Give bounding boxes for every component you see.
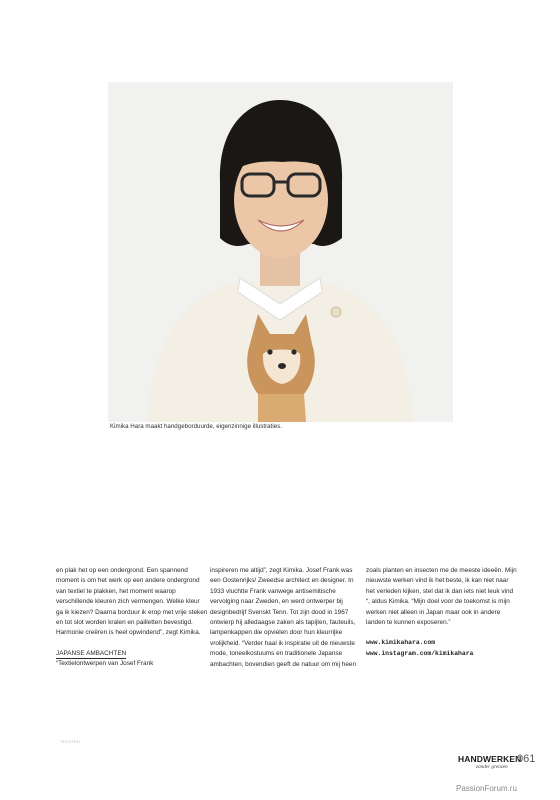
instagram-link[interactable]: www.instagram.com/kimikahara	[366, 650, 474, 658]
magazine-logo: HANDWERKEN	[458, 754, 522, 764]
website-link[interactable]: www.kimikahara.com	[366, 639, 436, 647]
magazine-tagline: zonder grenzen	[476, 764, 508, 770]
photo-caption: Kimika Hara maakt handgeborduurde, eigenzinnige illustraties.	[110, 423, 282, 430]
body-text: zoals planten en insecten me de meeste ideeën. Mijn nieuwste werken vind ik het beste, ik kan niet naar het verleden kijken, stel dat ik dan iets niet leuk vind “, aldus Kimika. “Mijn doel voor de toekomst is mijn werken niet alleen in Japan maar ook in andere landen te kunnen exposeren.”	[366, 567, 517, 627]
body-text: inspireren me altijd”, zegt Kimika. Josef Frank was een Oostenrijks/ Zweedse architect en designer. In 1933 vluchtte Frank vanwege antisemitische vervolging naar Zweden, en werd ontwerper bij designbedrijf Svenskt Tenn. Tot zijn dood in 1967 ontwierp hij alledaagse zaken als tapijten, fauteuils, lampenkappen die opvielen door hun kleurrijke vrolijkheid. “Verder haal ik inspiratie uit de nieuwste mode, toneelkostuums en traditionele Japanse ambachten, bovendien geeft de natuur om mij heen	[210, 567, 357, 668]
portrait-photo	[108, 82, 453, 422]
page-number: 061	[517, 753, 536, 765]
portrait-illustration	[108, 82, 453, 422]
article-column-1	[56, 566, 208, 670]
article-column-2	[210, 566, 362, 670]
body-text: “Textielontwerpen van Josef Frank	[56, 660, 154, 668]
watermark: PassionForum.ru	[456, 784, 517, 793]
article-column-3	[366, 566, 518, 659]
body-text: en plak het op een ondergrond. Een spannend moment is om het werk op een andere ondergrond van textiel te plakken, het moment waarop verschillende kleuren zich vermengen. Welke kleur ga ik kiezen? Daarna borduur ik erop met vrije steken en tot slot worden kralen en pailletten bevestigd. Harmonie creëren is heel opwindend”, zegt Kimika.	[56, 567, 208, 637]
magazine-footer	[458, 754, 548, 778]
section-heading: JAPANSE AMBACHTEN	[56, 649, 127, 657]
website-links	[366, 637, 518, 659]
text-credit: TEKSTEN	[60, 739, 80, 744]
